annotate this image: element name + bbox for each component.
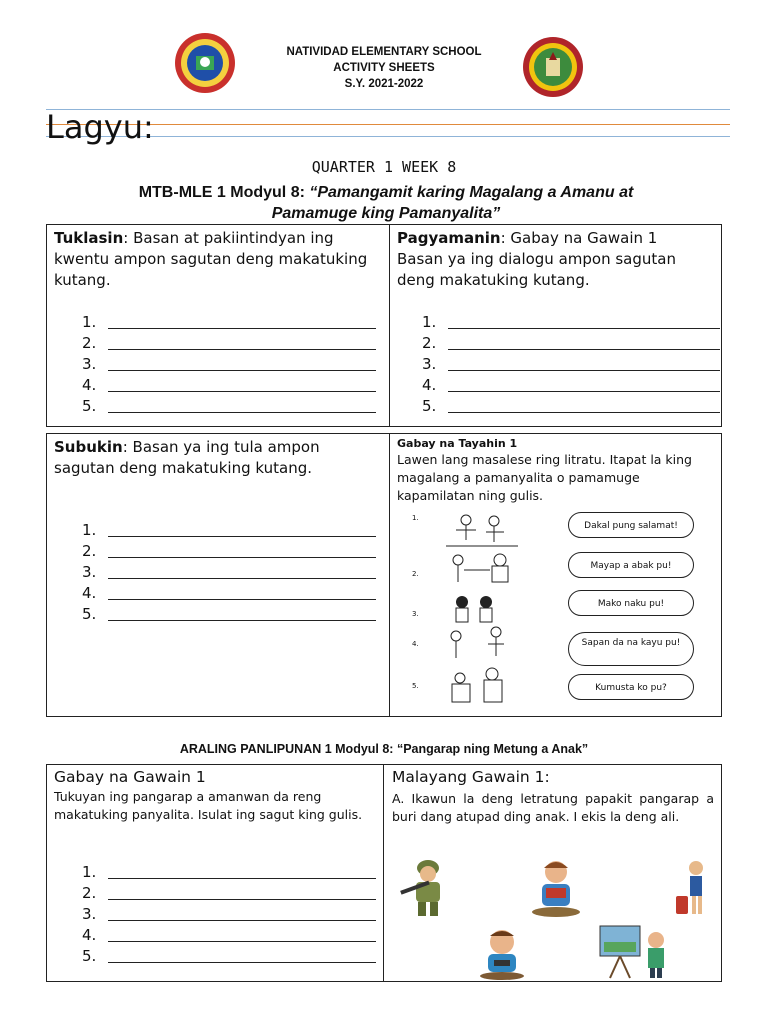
answer-line[interactable]: 5. (82, 946, 370, 967)
quarter-label: QUARTER 1 WEEK 8 (311, 158, 457, 176)
school-header (200, 44, 568, 92)
ap-title: ARALING PANLIPUNAN 1 Modyul 8: “Pangarap ning Metung a Anak” (179, 742, 589, 756)
people-sketch-2 (444, 552, 520, 588)
dialogue-bubble: Sapan da na kayu pu! (568, 632, 694, 666)
reading-child-picture (524, 858, 590, 918)
answer-line[interactable]: 4. (422, 375, 710, 396)
gamer-child-picture (470, 928, 534, 980)
dialogue-bubble: Kumusta ko pu? (568, 674, 694, 700)
mtb-title-line1: “Pamangamit karing Magalang a Amanu at (309, 184, 634, 201)
flight-attendant-picture (672, 858, 716, 918)
people-sketch-1 (444, 512, 520, 548)
answer-line[interactable]: 4. (82, 925, 370, 946)
painter-child-picture (596, 922, 676, 980)
answer-line[interactable]: 3. (422, 354, 710, 375)
subukin-title: Subukin (54, 438, 123, 456)
pagyamanin-cell (391, 226, 721, 293)
ap-gawain-cell (48, 765, 378, 826)
subukin-text: : Basan ya ing tula ampon sagutan deng makatuking kutang. (54, 438, 320, 477)
pagyamanin-answers (416, 310, 716, 419)
dialogue-bubble: Mayap a abak pu! (568, 552, 694, 578)
tuklasin-cell (48, 226, 388, 293)
tuklasin-title: Tuklasin (54, 229, 124, 247)
answer-line[interactable]: 3. (82, 562, 370, 583)
match-number: 4. (412, 640, 419, 648)
mtb-prefix: MTB-MLE 1 Modyul 8: (138, 184, 310, 201)
tuklasin-text: : Basan at pakiintindyan ing kwentu ampon sagutan deng makatuking kutang. (54, 229, 368, 289)
tayahin-text: Lawen lang masalese ring litratu. Itapat la king magalang a pamanyalita o pamamuge kapamilatan ning gulis. (397, 452, 692, 503)
tuklasin-answers (76, 310, 376, 419)
ap-gawain-title: Gabay na Gawain 1 (54, 768, 206, 786)
subukin-cell (48, 435, 388, 481)
ap-table-divider (383, 764, 384, 982)
answer-line[interactable]: 4. (82, 583, 370, 604)
tayahin-cell (391, 434, 721, 507)
ap-malaya-title: Malayang Gawain 1: (392, 768, 550, 786)
answer-line[interactable]: 2. (82, 541, 370, 562)
school-name: NATIVIDAD ELEMENTARY SCHOOL (286, 46, 482, 58)
answer-line[interactable]: 3. (82, 904, 370, 925)
sheet-label: ACTIVITY SHEETS (333, 62, 435, 74)
answer-line[interactable]: 2. (82, 883, 370, 904)
matching-exercise (398, 510, 720, 714)
mtb-title-line2: Pamamuge king Pamanyalita” (271, 205, 501, 222)
match-number: 3. (412, 610, 419, 618)
answer-line[interactable]: 5. (82, 604, 370, 625)
answer-line[interactable]: 1. (82, 862, 370, 883)
soldier-picture (394, 856, 464, 918)
ap-malaya-cell (386, 765, 720, 828)
subukin-answers (76, 518, 376, 627)
answer-line[interactable]: 5. (422, 396, 710, 417)
ap-gawain-text: Tukuyan ing pangarap a amanwan da reng makatuking panyalita. Isulat ing sagut king gulis. (54, 789, 363, 822)
answer-line[interactable]: 1. (422, 312, 710, 333)
match-number: 2. (412, 570, 419, 578)
tayahin-title: Gabay na Tayahin 1 (397, 437, 518, 450)
pagyamanin-text: Basan ya ing dialogu ampon sagutan deng makatuking kutang. (397, 250, 676, 289)
answer-line[interactable]: 2. (422, 333, 710, 354)
name-label: Lagyu: (46, 108, 154, 146)
answer-line[interactable]: 5. (82, 396, 370, 417)
answer-line[interactable]: 4. (82, 375, 370, 396)
mtb-title (46, 182, 726, 224)
pagyamanin-title: Pagyamanin (397, 229, 501, 247)
ap-malaya-text: A. Ikawun la deng letratung papakit pangarap a buri dang atupad ding anak. I ekis la deng ali. (392, 791, 714, 824)
ap-gawain-answers (76, 860, 376, 969)
answer-line[interactable]: 1. (82, 520, 370, 541)
mtb-table-bottom-divider (389, 433, 390, 717)
dialogue-bubble: Dakal pung salamat! (568, 512, 694, 538)
people-sketch-4 (444, 626, 514, 662)
people-sketch-5 (444, 666, 514, 706)
answer-line[interactable]: 2. (82, 333, 370, 354)
people-sketch-3 (444, 594, 506, 624)
answer-line[interactable]: 3. (82, 354, 370, 375)
match-number: 1. (412, 514, 419, 522)
dialogue-bubble: Mako naku pu! (568, 590, 694, 616)
match-number: 5. (412, 682, 419, 690)
school-year: S.Y. 2021-2022 (344, 78, 424, 90)
pagyamanin-sub: : Gabay na Gawain 1 (500, 229, 658, 247)
mtb-table-top-divider (389, 224, 390, 427)
answer-line[interactable]: 1. (82, 312, 370, 333)
